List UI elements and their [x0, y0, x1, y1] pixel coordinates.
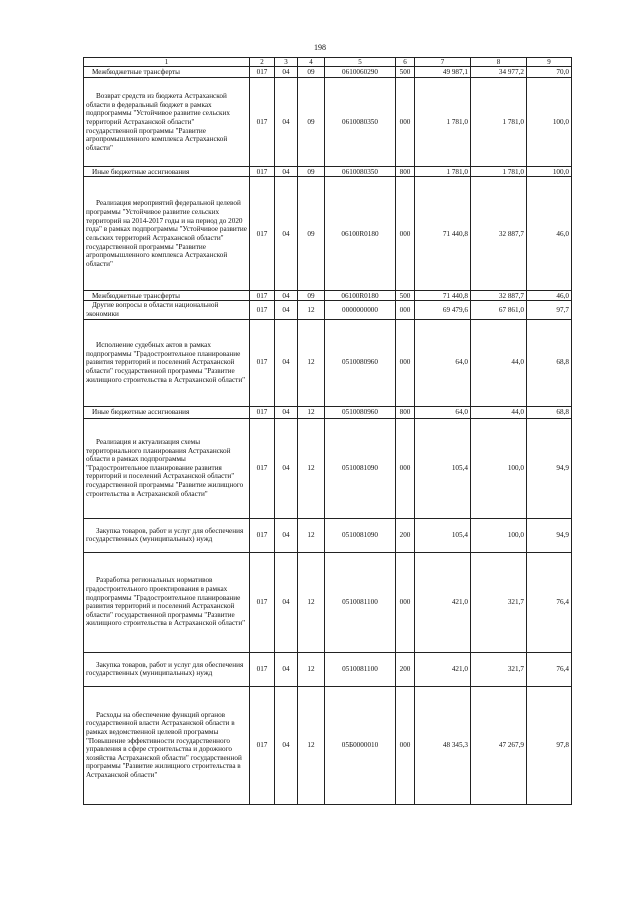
row-name-cell: [84, 552, 250, 652]
row-cell-c4: 12: [298, 686, 325, 804]
row-cell-c8: 67 861,0: [471, 301, 527, 319]
row-cell-c2: 017: [250, 652, 275, 686]
row-name-text: Разработка региональных нормативов градостроительного проектирования в рамках подпрограммы "Градостроительное планирование развития территорий и поселений Астраханской области" государственной программы "Развитие жилищного строительства в Астраханской области": [86, 576, 246, 628]
row-cell-c8: 321,7: [471, 552, 527, 652]
row-name-text: Реализация и актуализация схемы территориального планирования Астраханской области в рамках подпрограммы "Градостроительное планирование развития территорий и поселений Астраханской области" государственной программы "Развитие жилищного строительства в Астраханской области": [86, 437, 244, 498]
row-cell-c3: 04: [275, 418, 298, 518]
table-header-row: [84, 58, 572, 67]
header-cell-5: 5: [325, 58, 396, 67]
row-name-cell: [84, 177, 250, 291]
row-cell-c6: 000: [396, 686, 415, 804]
row-cell-c3: 04: [275, 406, 298, 418]
row-name-text: Закупка товаров, работ и услуг для обеспечения государственных (муниципальных) нужд: [86, 660, 244, 678]
row-cell-c5: 0510081100: [325, 652, 396, 686]
row-cell-c6: 500: [396, 291, 415, 301]
row-cell-c6: 000: [396, 177, 415, 291]
row-cell-c2: 017: [250, 418, 275, 518]
row-name-cell: [84, 301, 250, 319]
row-cell-c9: 94,9: [527, 418, 572, 518]
row-cell-c7: 64,0: [415, 319, 471, 406]
row-name-cell: [84, 406, 250, 418]
header-cell-7: 7: [415, 58, 471, 67]
row-cell-c7: 1 781,0: [415, 78, 471, 167]
row-cell-c7: 71 440,8: [415, 177, 471, 291]
row-name-text: Иные бюджетные ассигнования: [92, 407, 190, 416]
table-row: [84, 291, 572, 301]
row-cell-c8: 44,0: [471, 319, 527, 406]
row-cell-c4: 12: [298, 552, 325, 652]
row-cell-c6: 000: [396, 552, 415, 652]
row-cell-c5: 0000000000: [325, 301, 396, 319]
table-row: [84, 418, 572, 518]
table-row: [84, 552, 572, 652]
row-cell-c9: 97,7: [527, 301, 572, 319]
row-name-cell: [84, 291, 250, 301]
row-cell-c8: 34 977,2: [471, 67, 527, 78]
row-cell-c3: 04: [275, 177, 298, 291]
row-name-cell: [84, 518, 250, 552]
row-cell-c8: 47 267,9: [471, 686, 527, 804]
row-cell-c2: 017: [250, 686, 275, 804]
row-cell-c5: 0610080350: [325, 78, 396, 167]
row-cell-c5: 0510081090: [325, 418, 396, 518]
table-row: [84, 518, 572, 552]
row-cell-c6: 800: [396, 167, 415, 177]
row-name-text: Закупка товаров, работ и услуг для обеспечения государственных (муниципальных) нужд: [86, 526, 244, 544]
row-cell-c5: 06100R0180: [325, 177, 396, 291]
row-cell-c9: 76,4: [527, 552, 572, 652]
row-cell-c5: 0610080350: [325, 167, 396, 177]
row-cell-c6: 000: [396, 301, 415, 319]
header-cell-3: 3: [275, 58, 298, 67]
header-cell-8: 8: [471, 58, 527, 67]
row-cell-c4: 12: [298, 301, 325, 319]
row-cell-c8: 1 781,0: [471, 167, 527, 177]
row-name-text: Межбюджетные трансферты: [92, 291, 180, 300]
row-cell-c9: 68,8: [527, 319, 572, 406]
row-cell-c8: 100,0: [471, 518, 527, 552]
row-cell-c8: 100,0: [471, 418, 527, 518]
budget-table: [83, 57, 572, 805]
row-cell-c7: 105,4: [415, 518, 471, 552]
row-cell-c5: 06100R0180: [325, 291, 396, 301]
row-cell-c3: 04: [275, 167, 298, 177]
row-cell-c7: 105,4: [415, 418, 471, 518]
row-cell-c9: 68,8: [527, 406, 572, 418]
row-cell-c5: 0510080960: [325, 406, 396, 418]
row-cell-c3: 04: [275, 652, 298, 686]
row-cell-c9: 94,9: [527, 518, 572, 552]
header-cell-1: 1: [84, 58, 250, 67]
row-name-text: Другие вопросы в области национальной экономики: [86, 301, 219, 319]
row-cell-c7: 48 345,3: [415, 686, 471, 804]
row-cell-c9: 46,0: [527, 291, 572, 301]
row-name-cell: [84, 78, 250, 167]
table-row: [84, 78, 572, 167]
table-row: [84, 167, 572, 177]
row-cell-c4: 09: [298, 177, 325, 291]
row-cell-c7: 421,0: [415, 652, 471, 686]
row-cell-c3: 04: [275, 67, 298, 78]
row-cell-c8: 32 887,7: [471, 177, 527, 291]
row-cell-c2: 017: [250, 177, 275, 291]
row-cell-c8: 44,0: [471, 406, 527, 418]
row-name-text: Иные бюджетные ассигнования: [92, 167, 190, 176]
table-row: [84, 67, 572, 78]
row-cell-c4: 09: [298, 67, 325, 78]
row-cell-c3: 04: [275, 518, 298, 552]
row-cell-c4: 12: [298, 319, 325, 406]
row-cell-c6: 000: [396, 78, 415, 167]
row-cell-c7: 71 440,8: [415, 291, 471, 301]
header-cell-6: 6: [396, 58, 415, 67]
row-name-text: Реализация мероприятий федеральной целевой программы "Устойчивое развитие сельских территорий на 2014-2017 годы и на период до 2020 года" в рамках подпрограммы "Устойчивое развитие сельских территорий Астраханской области" государственной программы "Развитие агропромышленного комплекса Астраханской области": [86, 199, 247, 268]
row-cell-c4: 09: [298, 291, 325, 301]
row-cell-c2: 017: [250, 319, 275, 406]
row-cell-c3: 04: [275, 319, 298, 406]
row-cell-c7: 1 781,0: [415, 167, 471, 177]
row-cell-c8: 1 781,0: [471, 78, 527, 167]
row-name-text: Межбюджетные трансферты: [92, 68, 180, 77]
row-cell-c8: 321,7: [471, 652, 527, 686]
row-cell-c6: 200: [396, 518, 415, 552]
row-name-cell: [84, 167, 250, 177]
row-name-cell: [84, 686, 250, 804]
row-cell-c5: 0610060290: [325, 67, 396, 78]
row-cell-c3: 04: [275, 686, 298, 804]
row-cell-c3: 04: [275, 301, 298, 319]
row-cell-c5: 0510080960: [325, 319, 396, 406]
row-cell-c4: 12: [298, 518, 325, 552]
row-cell-c7: 49 987,1: [415, 67, 471, 78]
table-row: [84, 652, 572, 686]
header-cell-4: 4: [298, 58, 325, 67]
header-cell-2: 2: [250, 58, 275, 67]
row-cell-c6: 000: [396, 418, 415, 518]
row-cell-c3: 04: [275, 78, 298, 167]
row-name-text: Возврат средств из бюджета Астраханской области в федеральный бюджет в рамках подпрограммы "Устойчивое развитие сельских территорий Астраханской области" государственной программы "Развитие агропромышленного комплекса Астраханской области": [86, 92, 230, 152]
row-cell-c2: 017: [250, 552, 275, 652]
row-cell-c2: 017: [250, 291, 275, 301]
row-cell-c9: 97,8: [527, 686, 572, 804]
table-row: [84, 319, 572, 406]
row-cell-c7: 421,0: [415, 552, 471, 652]
row-cell-c2: 017: [250, 167, 275, 177]
row-cell-c4: 12: [298, 652, 325, 686]
row-name-text: Расходы на обеспечение функций органов государственной власти Астраханской области в рамках ведомственной целевой программы "Повышение эффективности государственного управления в сфере строительства и дорожного хозяйства Астраханской области" государственной программы "Развитие жилищного строительства в Астраханской области": [86, 710, 242, 780]
row-cell-c4: 12: [298, 418, 325, 518]
table-row: [84, 301, 572, 319]
row-cell-c2: 017: [250, 67, 275, 78]
row-cell-c6: 200: [396, 652, 415, 686]
row-cell-c4: 12: [298, 406, 325, 418]
row-name-cell: [84, 319, 250, 406]
row-cell-c9: 100,0: [527, 78, 572, 167]
row-cell-c6: 500: [396, 67, 415, 78]
row-cell-c9: 70,0: [527, 67, 572, 78]
table-row: [84, 686, 572, 804]
row-cell-c9: 46,0: [527, 177, 572, 291]
table-row: [84, 406, 572, 418]
row-name-cell: [84, 67, 250, 78]
row-cell-c6: 800: [396, 406, 415, 418]
row-name-text: Исполнение судебных актов в рамках подпрограммы "Градостроительное планирование развития территорий и поселений Астраханской области" государственной программы "Развитие жилищного строительства в Астраханской области": [86, 341, 246, 384]
row-cell-c2: 017: [250, 518, 275, 552]
row-cell-c2: 017: [250, 78, 275, 167]
row-cell-c3: 04: [275, 552, 298, 652]
row-cell-c9: 100,0: [527, 167, 572, 177]
row-cell-c6: 000: [396, 319, 415, 406]
row-cell-c2: 017: [250, 406, 275, 418]
row-cell-c9: 76,4: [527, 652, 572, 686]
header-cell-9: 9: [527, 58, 572, 67]
row-name-cell: [84, 418, 250, 518]
row-cell-c4: 09: [298, 78, 325, 167]
row-cell-c4: 09: [298, 167, 325, 177]
row-cell-c3: 04: [275, 291, 298, 301]
row-cell-c7: 69 479,6: [415, 301, 471, 319]
row-cell-c5: 05Б0000010: [325, 686, 396, 804]
page-number: 198: [314, 43, 326, 52]
row-cell-c5: 0510081090: [325, 518, 396, 552]
row-cell-c7: 64,0: [415, 406, 471, 418]
row-cell-c5: 0510081100: [325, 552, 396, 652]
row-cell-c2: 017: [250, 301, 275, 319]
table-row: [84, 177, 572, 291]
row-cell-c8: 32 887,7: [471, 291, 527, 301]
row-name-cell: [84, 652, 250, 686]
